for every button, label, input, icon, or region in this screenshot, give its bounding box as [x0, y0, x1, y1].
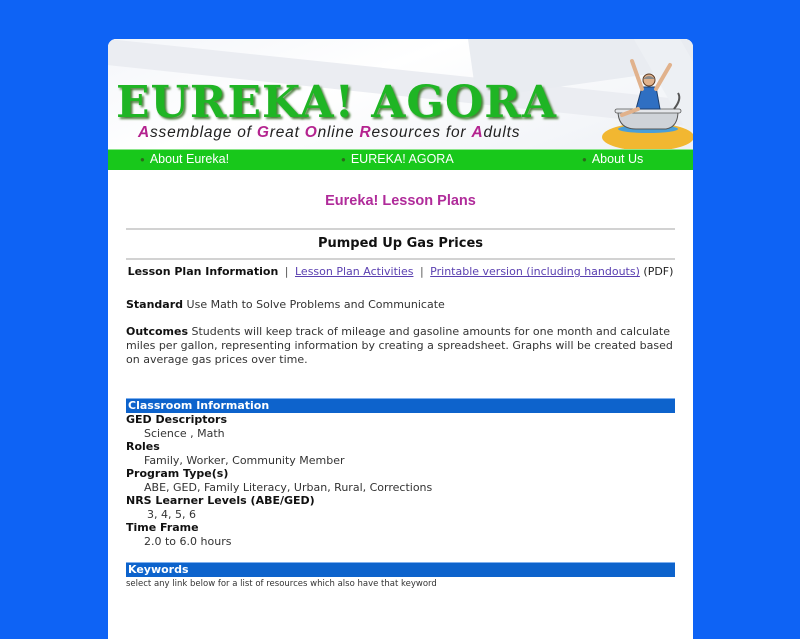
page-container	[108, 39, 693, 639]
tab-lesson-plan-activities[interactable]: Lesson Plan Activities	[295, 265, 414, 278]
classroom-information-header: Classroom Information	[126, 398, 675, 413]
nav-about-us[interactable]: ● About Us	[582, 152, 644, 166]
divider	[126, 258, 675, 260]
nrs-learner-levels-label: NRS Learner Levels (ABE/GED)	[126, 494, 315, 507]
nav-eureka-agora[interactable]: ● EUREKA! AGORA	[341, 152, 454, 166]
section-title: Eureka! Lesson Plans	[325, 193, 476, 209]
standard-paragraph	[126, 298, 675, 312]
time-frame-value: 2.0 to 6.0 hours	[144, 534, 232, 548]
time-frame-label: Time Frame	[126, 521, 199, 534]
nrs-learner-levels-value: 3, 4, 5, 6	[147, 507, 196, 521]
site-logo-subtitle: Assemblage of Great Online Resources for Adults	[138, 124, 521, 141]
program-types-value: ABE, GED, Family Literacy, Urban, Rural, Corrections	[144, 480, 433, 494]
printable-version-link[interactable]: Printable version (including handouts)	[430, 265, 640, 278]
main-nav	[108, 149, 693, 170]
standard-text: Use Math to Solve Problems and Communicate	[186, 298, 445, 311]
ged-descriptors-value: Science , Math	[144, 426, 225, 440]
outcomes-label: Outcomes	[126, 325, 188, 338]
bullet-icon: ●	[140, 155, 145, 164]
keywords-note: select any link below for a list of resources which also have that keyword	[126, 579, 437, 589]
outcomes-paragraph	[126, 325, 675, 367]
tab-lesson-plan-information: Lesson Plan Information	[127, 265, 279, 278]
site-logo-title[interactable]: EUREKA! AGORA	[116, 77, 557, 128]
bullet-icon: ●	[341, 155, 346, 164]
ged-descriptors-label: GED Descriptors	[126, 413, 228, 426]
bullet-icon: ●	[582, 155, 587, 164]
archimedes-bathtub-icon	[588, 49, 693, 149]
outcomes-text: Students will keep track of mileage and gasoline amounts for one month and calculate miles per gallon, representing information by creating a spreadsheet. Graphs will be created based on average gas prices over time.	[126, 325, 673, 366]
lesson-tabs: Lesson Plan Information | Lesson Plan Activities | Printable version (including handouts) (PDF)	[127, 265, 674, 278]
pdf-label: (PDF)	[643, 265, 674, 278]
program-types-label: Program Type(s)	[126, 467, 229, 480]
nav-about-eureka[interactable]: ● About Eureka!	[140, 152, 230, 166]
lesson-title: Pumped Up Gas Prices	[317, 236, 484, 251]
classroom-info-list	[126, 413, 675, 548]
standard-label: Standard	[126, 298, 184, 311]
roles-value: Family, Worker, Community Member	[144, 453, 345, 467]
keywords-header: Keywords	[126, 562, 675, 577]
roles-label: Roles	[126, 440, 160, 453]
main-content	[108, 193, 693, 589]
site-banner	[108, 39, 693, 149]
